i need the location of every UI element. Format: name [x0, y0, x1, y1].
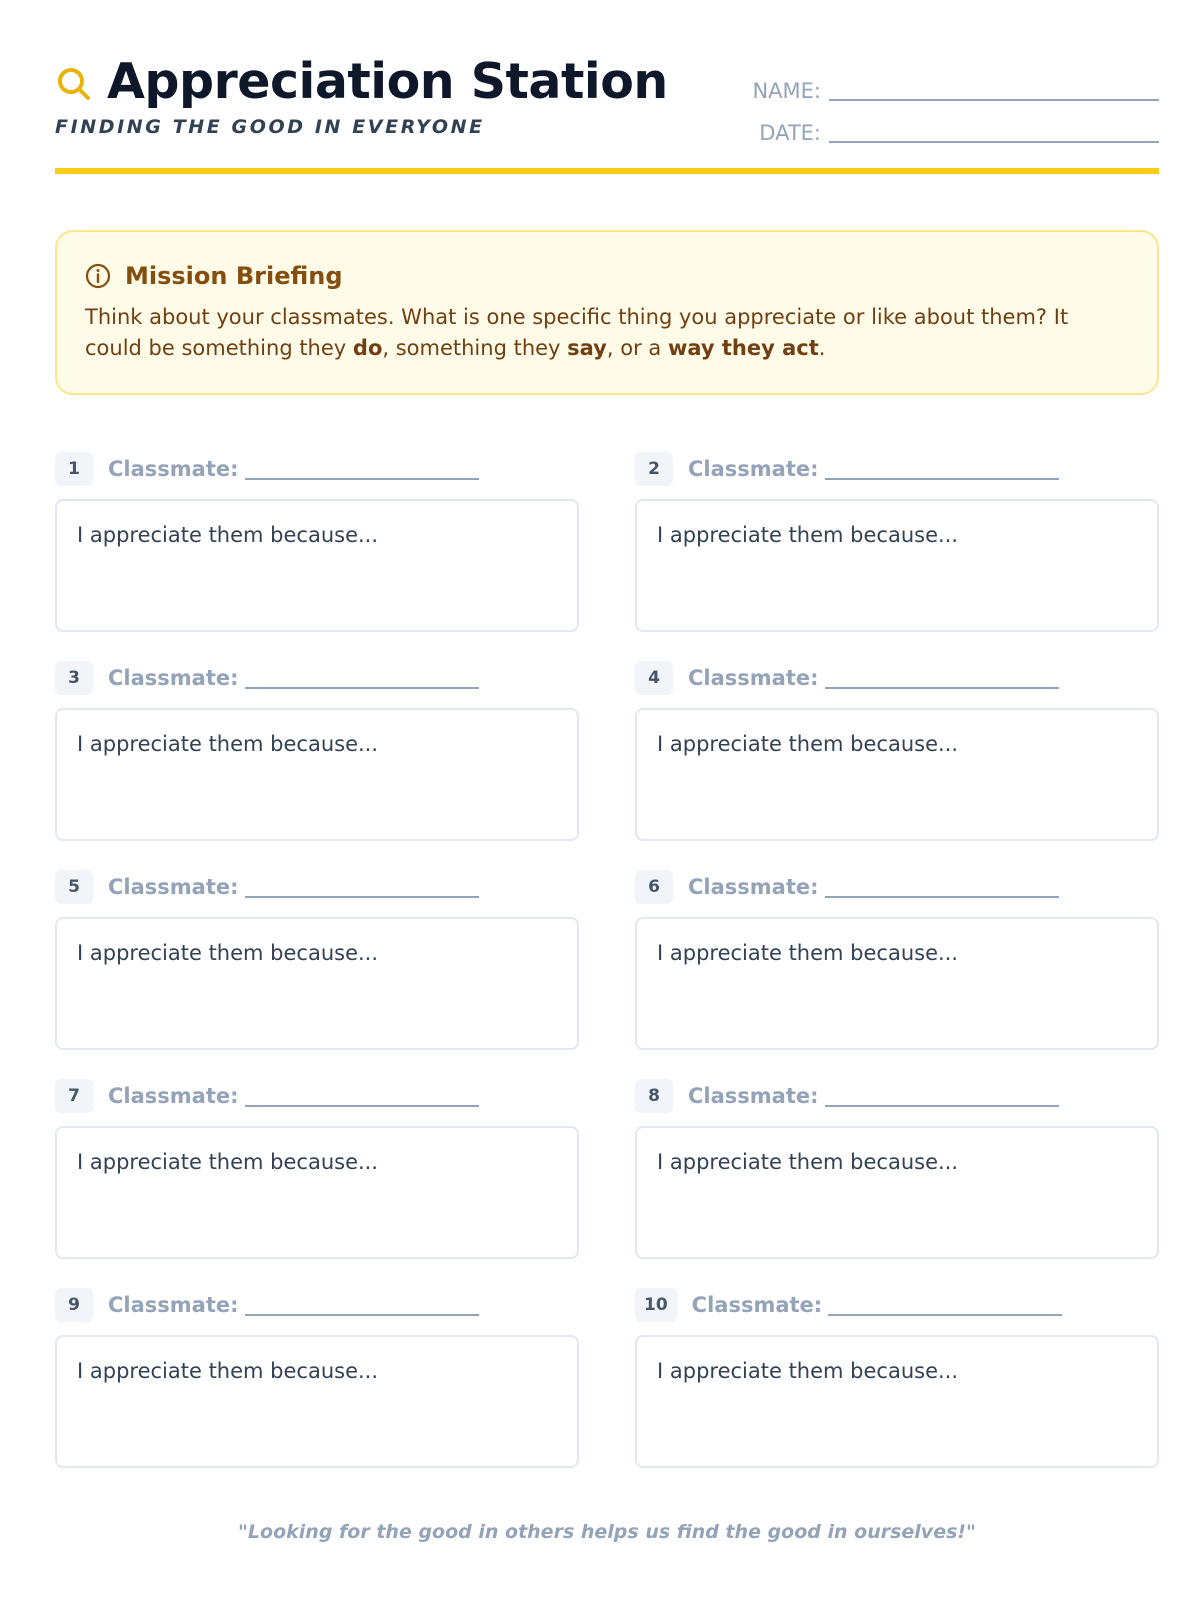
worksheet-page	[55, 0, 1159, 1600]
date-label: DATE:	[759, 121, 821, 145]
date-row	[739, 104, 1159, 146]
search-icon	[55, 65, 93, 103]
card-header	[635, 1288, 1062, 1322]
classmate-label: Classmate:	[688, 875, 819, 899]
classmate-name-field[interactable]	[245, 880, 479, 898]
card-header	[635, 870, 1059, 904]
header	[55, 52, 1159, 172]
briefing-text-part: , something they	[382, 336, 568, 360]
appreciation-answer-box[interactable]	[635, 1126, 1159, 1259]
classmate-card	[635, 1288, 1159, 1478]
classmate-card	[55, 661, 579, 851]
name-row	[739, 62, 1159, 104]
classmate-name-field[interactable]	[825, 1089, 1059, 1107]
classmate-label: Classmate:	[688, 666, 819, 690]
classmate-card	[55, 1079, 579, 1269]
briefing-bold-do: do	[352, 336, 383, 360]
card-number-badge: 4	[635, 661, 673, 695]
classmate-name-field[interactable]	[828, 1298, 1062, 1316]
briefing-bold-way: way they act	[667, 336, 819, 360]
card-header	[635, 452, 1059, 486]
card-number-badge: 9	[55, 1288, 93, 1322]
classmate-label: Classmate:	[108, 666, 239, 690]
card-header	[635, 661, 1059, 695]
classmate-name-field[interactable]	[245, 671, 479, 689]
briefing-text-part: .	[818, 336, 826, 360]
classmate-name-field[interactable]	[245, 1089, 479, 1107]
classmate-name-field[interactable]	[825, 671, 1059, 689]
footer-quote: "Looking for the good in others helps us find the good in ourselves!"	[238, 1521, 976, 1543]
info-icon	[85, 263, 111, 289]
card-header	[55, 1079, 479, 1113]
classmate-label: Classmate:	[108, 1084, 239, 1108]
card-number-badge: 2	[635, 452, 673, 486]
classmate-name-field[interactable]	[245, 462, 479, 480]
classmate-card	[635, 661, 1159, 851]
appreciation-answer-box[interactable]	[635, 499, 1159, 632]
classmate-label: Classmate:	[688, 457, 819, 481]
card-number-badge: 6	[635, 870, 673, 904]
briefing-text-part: , or a	[606, 336, 668, 360]
title-row	[55, 52, 668, 112]
card-number-badge: 8	[635, 1079, 673, 1113]
classmate-label: Classmate:	[691, 1293, 823, 1317]
briefing-header	[85, 262, 1129, 290]
classmate-label: Classmate:	[108, 457, 239, 481]
answer-prompt: I appreciate them because...	[77, 732, 379, 756]
card-header	[55, 661, 479, 695]
classmate-name-field[interactable]	[245, 1298, 479, 1316]
briefing-title: Mission Briefing	[125, 262, 343, 290]
appreciation-answer-box[interactable]	[635, 708, 1159, 841]
appreciation-answer-box[interactable]	[635, 1335, 1159, 1468]
header-divider	[55, 168, 1159, 174]
classmate-card	[55, 1288, 579, 1478]
appreciation-answer-box[interactable]	[55, 499, 579, 632]
briefing-bold-say: say	[567, 336, 607, 360]
answer-prompt: I appreciate them because...	[77, 1150, 379, 1174]
card-number-badge: 7	[55, 1079, 93, 1113]
card-header	[635, 1079, 1059, 1113]
appreciation-answer-box[interactable]	[55, 1126, 579, 1259]
classmate-label: Classmate:	[108, 1293, 239, 1317]
page-title: Appreciation Station	[107, 53, 668, 110]
classmate-label: Classmate:	[688, 1084, 819, 1108]
card-header	[55, 1288, 479, 1322]
appreciation-answer-box[interactable]	[55, 1335, 579, 1468]
appreciation-answer-box[interactable]	[635, 917, 1159, 1050]
name-label: NAME:	[752, 79, 821, 103]
classmate-card	[635, 1079, 1159, 1269]
name-field[interactable]	[829, 79, 1159, 101]
appreciation-answer-box[interactable]	[55, 708, 579, 841]
page-subtitle: FINDING THE GOOD IN EVERYONE	[55, 116, 485, 138]
mission-briefing-box	[55, 230, 1159, 395]
answer-prompt: I appreciate them because...	[657, 523, 959, 547]
date-field[interactable]	[829, 121, 1159, 143]
card-number-badge: 5	[55, 870, 93, 904]
briefing-text-part: Think about your classmates. What is one specific thing you appreciate or like about them? It could be something they	[85, 305, 1069, 360]
card-header	[55, 870, 479, 904]
classmate-card	[55, 452, 579, 642]
classmate-card	[635, 452, 1159, 642]
classmate-card	[635, 870, 1159, 1060]
answer-prompt: I appreciate them because...	[657, 1359, 959, 1383]
student-info	[739, 62, 1159, 146]
answer-prompt: I appreciate them because...	[77, 1359, 379, 1383]
classmate-card	[55, 870, 579, 1060]
answer-prompt: I appreciate them because...	[657, 1150, 959, 1174]
answer-prompt: I appreciate them because...	[657, 732, 959, 756]
briefing-text	[85, 302, 1129, 364]
card-number-badge: 1	[55, 452, 93, 486]
answer-prompt: I appreciate them because...	[77, 941, 379, 965]
card-number-badge: 3	[55, 661, 93, 695]
answer-prompt: I appreciate them because...	[77, 523, 379, 547]
card-number-badge: 10	[635, 1288, 677, 1322]
classmate-name-field[interactable]	[825, 880, 1059, 898]
card-header	[55, 452, 479, 486]
appreciation-answer-box[interactable]	[55, 917, 579, 1050]
classmate-label: Classmate:	[108, 875, 239, 899]
answer-prompt: I appreciate them because...	[657, 941, 959, 965]
classmate-name-field[interactable]	[825, 462, 1059, 480]
